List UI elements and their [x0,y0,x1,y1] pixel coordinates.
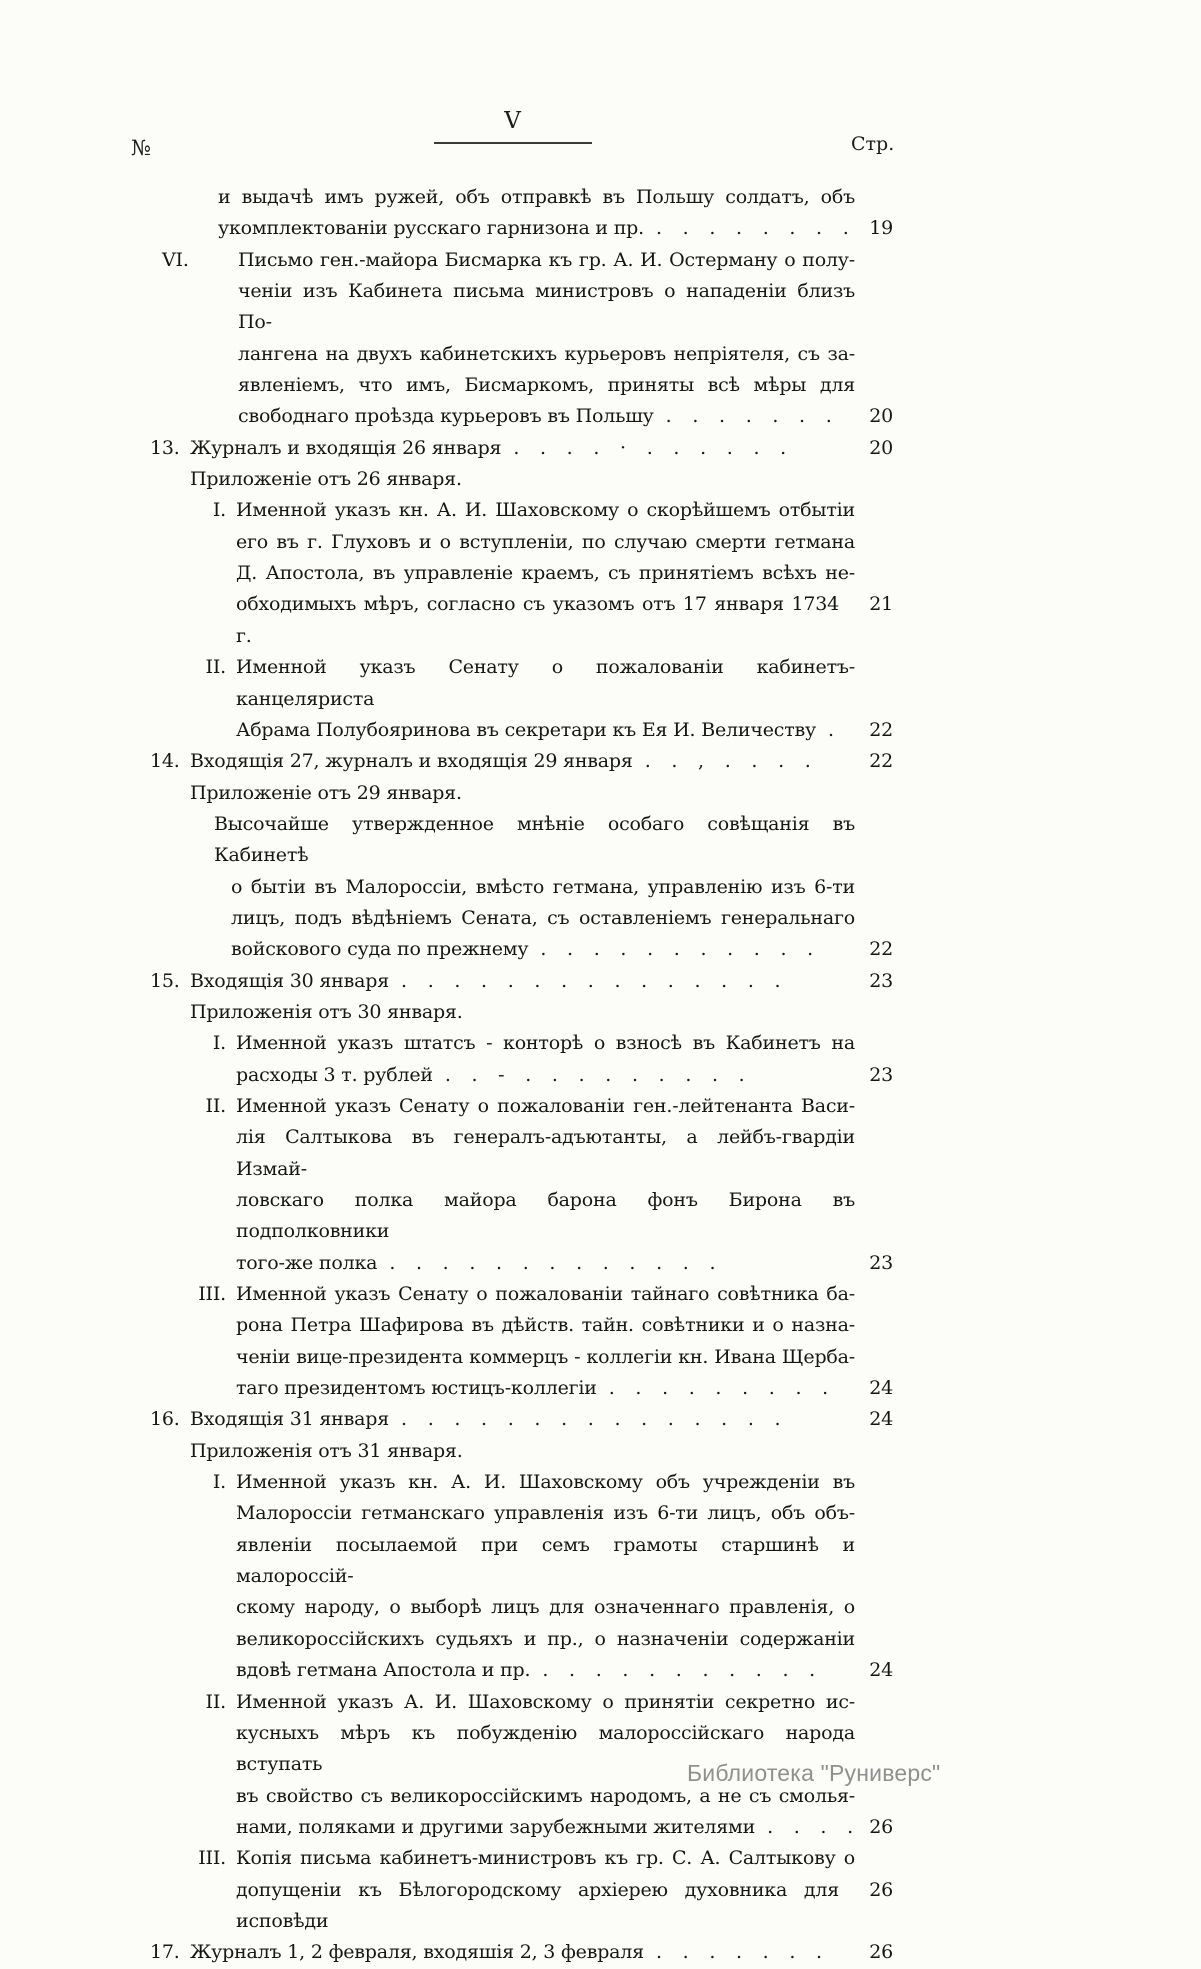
entry-page-number: 22 [869,750,893,773]
entry-line: Именной указъ Сенату о пожалованіи ген.-лейтенанта Васи- [236,1094,855,1117]
toc-entry [0,1467,1201,1686]
entry-line-text: вдовѣ гетмана Апостола и пр. [236,1659,531,1682]
entry-line-text: войскового суда по прежнему [231,938,529,961]
entry-line-text: свободнаго проѣзда курьеровъ въ Польшу [238,405,654,428]
entry-last-line [190,1404,893,1435]
entry-line: кусныхъ мѣръ къ побужденію малороссійскаго народа вступать [236,1721,855,1776]
dot-leader: . . . . . . . . . . . . . . . [401,1408,781,1431]
toc-entry [0,245,1201,433]
entry-last-line [236,1875,893,1938]
toc-entry [0,182,1201,245]
entry-line-text: расходы 3 т. рублей [236,1063,433,1086]
entry-last-line [238,401,893,432]
entry-label: 14. [150,750,180,773]
entry-page-number: 23 [869,969,893,992]
dot-leader: . . . . . . . . . [608,1377,828,1400]
entry-line-text: укомплектованіи русскаго гарнизона и пр. [218,217,644,240]
entry-line: Именной указъ А. И. Шаховскому о принятіи секретно ис- [236,1690,855,1713]
number-column-label: № [131,136,151,160]
entry-line: ловскаго полка майора барона фонъ Бирона въ подполковники [236,1189,855,1243]
entry-line: лія Салтыкова въ генералъ-адъютанты, а лейбъ-гвардіи Измай- [236,1126,855,1180]
toc-entry [0,1091,1201,1279]
entry-last-line [190,966,893,997]
entry-last-line [218,213,893,244]
entry-last-line [236,589,893,652]
toc-entry [0,495,1201,652]
entry-line: Именной указъ Сенату о пожалованіи тайнаго совѣтника ба- [236,1283,855,1306]
entry-line: явленіи посылаемой при семъ грамоты старшинѣ и малороссій- [236,1533,855,1588]
entry-line: скому народу, о выборѣ лицъ для означеннаго правленія, о [236,1596,855,1619]
entry-line: ченіи вице-президента коммерцъ - коллегіи кн. Ивана Щерба- [236,1345,855,1368]
entry-line-text: нами, поляками и другими зарубежными жителями [236,1815,756,1838]
toc-entry [0,433,1201,464]
entry-page-number: 26 [869,1878,893,1901]
entry-label: 17. [150,1941,180,1964]
entry-last-line [236,1373,893,1404]
entry-page-number: 21 [869,593,893,616]
entry-last-line [236,1655,893,1686]
entry-page-number: 23 [869,1251,893,1274]
entry-page-number: 24 [869,1659,893,1682]
page-column-label: Стр. [851,133,895,155]
entry-note-line: Приложеніе отъ 29 января. [190,781,462,804]
entry-line-text: Входящія 31 января [190,1408,390,1431]
toc [0,182,1201,1969]
entry-line-text: Журналъ и входящія 26 января [190,436,502,459]
entry-line: его въ г. Глуховъ и о вступленіи, по случаю смерти гетмана [236,530,855,553]
entry-label: I. [212,499,226,522]
entry-line-text: Входящія 30 января [190,969,390,992]
dot-leader: . . , . . . . [644,750,811,773]
entry-line: Высочайше утвержденное мнѣніе особаго совѣщанія въ Кабинетѣ [214,812,855,867]
toc-entry [0,809,1201,966]
entry-label: VI. [162,248,189,271]
entry-page-number: 20 [869,436,893,459]
entry-label: 13. [150,436,180,459]
entry-label: III. [198,1283,226,1306]
entry-page-number: 26 [869,1941,893,1964]
entry-line: Письмо ген.-майора Бисмарка къ гр. А. И. Остерману о полу- [238,248,855,271]
dot-leader: . . . . · . . . . . . [513,436,786,459]
entry-page-number: 24 [869,1377,893,1400]
entry-line-text: Абрама Полубояринова въ секретари къ Ея И. Величеству [236,718,816,741]
toc-entry [0,1028,1201,1091]
entry-label: 15. [150,969,180,992]
entry-label: III. [198,1847,226,1870]
entry-line: о бытіи въ Малороссіи, вмѣсто гетмана, управленію изъ 6-ти [231,875,855,898]
entry-line: Именной указъ Сенату о пожалованіи кабинетъ-канцеляриста [236,656,855,710]
toc-entry [0,778,1201,809]
toc-entry [0,997,1201,1028]
entry-line: Д. Апостола, въ управленіе краемъ, съ принятіемъ всѣхъ не- [236,562,855,585]
dot-leader: . . . . [767,1815,853,1838]
entry-line-text: таго президентомъ юстицъ-коллегіи [236,1377,597,1400]
entry-line: великороссійскихъ судьяхъ и пр., о назначеніи содержаніи [236,1627,855,1650]
entry-line-text: того-же полка [236,1251,378,1274]
entry-last-line [190,746,893,777]
dot-leader: . . . . . . . . [655,217,849,240]
entry-page-number: 22 [869,718,893,741]
entry-line: Копія письма кабинетъ-министровъ къ гр. С. А. Салтыкову о [236,1847,855,1870]
dot-leader: . . . . . . . [655,1941,822,1964]
entry-label: II. [205,1094,226,1117]
entry-line-text: Входящія 27, журналъ и входящія 29 января [190,750,633,773]
dot-leader: . . . . . . . . . . . [540,938,814,961]
toc-entry [0,1687,1201,1844]
entry-line: Именной указъ штатсъ - конторѣ о взносѣ въ Кабинетъ на [236,1032,855,1055]
entry-line: и выдачѣ имъ ружей, объ отправкѣ въ Польшу солдатъ, объ [218,186,855,208]
toc-entry [0,1843,1201,1937]
entry-page-number: 20 [869,405,893,428]
toc-entry [0,746,1201,777]
toc-entry [0,652,1201,746]
entry-line: ченіи изъ Кабинета письма министровъ о нападеніи близъ По- [238,280,855,334]
entry-page-number: 24 [869,1408,893,1431]
toc-entry [0,1937,1201,1968]
entry-last-line [236,1248,893,1279]
entry-last-line [190,433,893,464]
entry-label: II. [205,1690,226,1713]
entry-line-text: обходимыхъ мѣръ, согласно съ указомъ отъ 17 января 1734 г. [236,593,839,647]
toc-entry [0,1279,1201,1404]
entry-page-number: 23 [869,1063,893,1086]
entry-page-number: 19 [869,217,893,240]
entry-label: I. [212,1471,226,1494]
toc-entry [0,966,1201,997]
dot-leader: . . . . . . . . . . . . . . . [401,969,781,992]
toc-entry [0,464,1201,495]
entry-line: въ свойство съ великороссійскимъ народомъ, а не съ смолья- [236,1784,855,1807]
library-watermark: Библиотека "Руниверс" [687,1760,941,1786]
entry-line-text: Журналъ 1, 2 февраля, входяшія 2, 3 февраля [190,1941,644,1964]
page-number-roman: V [434,110,592,144]
entry-last-line [190,1937,893,1968]
toc-entry [0,1404,1201,1435]
entry-last-line [231,934,893,965]
toc-entry [0,1436,1201,1467]
entry-label: I. [212,1032,226,1055]
entry-page-number: 22 [869,938,893,961]
entry-note-line: Приложенія отъ 30 января. [190,1000,463,1023]
entry-label: II. [205,656,226,679]
dot-leader: . [828,718,834,741]
entry-last-line [236,1812,893,1843]
entry-last-line [236,1060,893,1091]
dot-leader: . . . . . . . . . . . [542,1659,816,1682]
entry-page-number: 26 [869,1815,893,1838]
entry-line: Именной указъ кн. А. И. Шаховскому о скорѣйшемъ отбытіи [236,499,855,522]
entry-label: 16. [150,1408,180,1431]
entry-last-line [236,715,893,746]
dot-leader: . . . . . . . . . . . . . [389,1251,716,1274]
dot-leader: . . - . . . . . . . . . [444,1063,745,1086]
entry-line: рона Петра Шафирова въ дѣйств. тайн. совѣтники и о назна- [236,1314,855,1337]
entry-note-line: Приложенія отъ 31 января. [190,1439,463,1462]
entry-line: лангена на двухъ кабинетскихъ курьеровъ непріятеля, съ за- [238,342,855,365]
entry-line-text: допущеніи къ Бѣлогородскому архіерею духовника для исповѣди [236,1878,839,1932]
dot-leader: . . . . . . . [665,405,832,428]
entry-line: Малороссіи гетманскаго управленія изъ 6-ти лицъ, объ объ- [236,1502,855,1525]
entry-line: явленіемъ, что имъ, Бисмаркомъ, приняты всѣ мѣры для [238,374,855,397]
entry-line: Именной указъ кн. А. И. Шаховскому объ учрежденіи въ [236,1471,855,1494]
entry-line: лицъ, подъ вѣдѣніемъ Сената, съ оставленіемъ генеральнаго [231,906,855,929]
entry-note-line: Приложеніе отъ 26 января. [190,468,462,491]
